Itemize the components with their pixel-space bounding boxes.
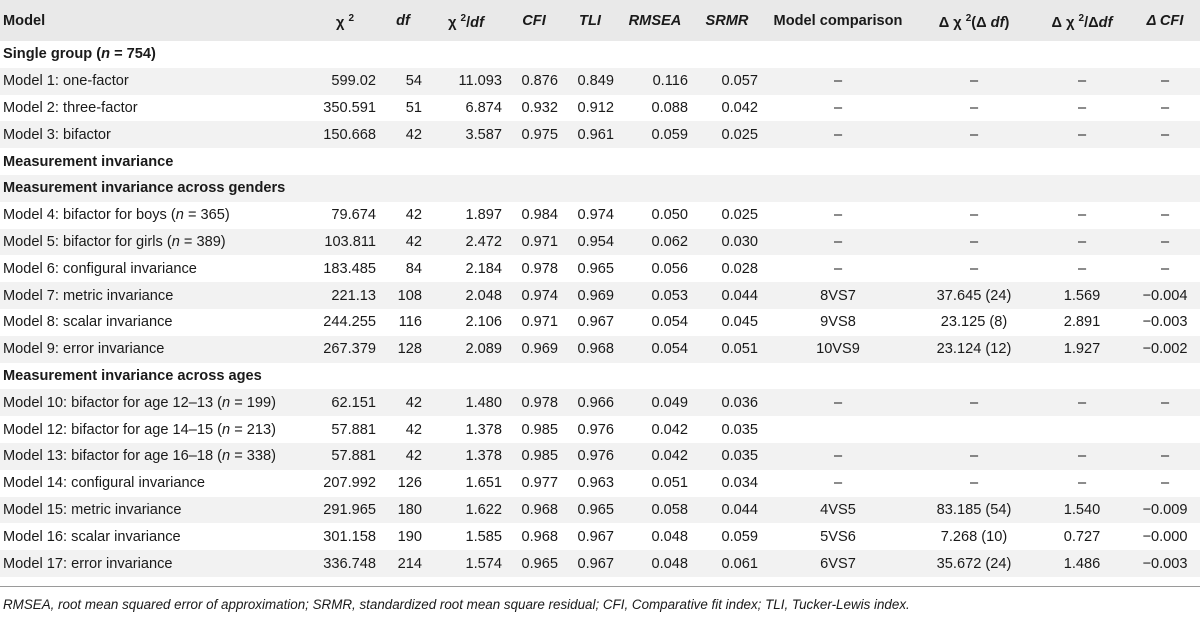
cell-df: 42: [405, 207, 422, 224]
cell-model: Model 8: scalar invariance: [3, 314, 173, 331]
cell-chi2: 207.992: [323, 475, 376, 492]
cell-cfi: 0.975: [506, 121, 562, 148]
cell-chi2-df: 2.106: [465, 314, 502, 331]
table-row: [0, 497, 1200, 524]
cell-delta-ratio: 1.486: [1034, 550, 1130, 577]
header-srmr: SRMR: [705, 12, 749, 29]
cell-tli: 0.849: [562, 68, 618, 95]
section-label: Measurement invariance across ages: [3, 367, 262, 384]
cell-chi2: 301.158: [323, 528, 376, 545]
cell-delta-chi2-df: 23.125 (8): [940, 314, 1008, 331]
header-df: df: [396, 12, 410, 29]
cell-cfi: 0.984: [521, 207, 558, 224]
cell-delta-chi2-df: 35.672 (24): [914, 550, 1034, 577]
cell-tli: 0.967: [577, 314, 614, 331]
cell-comparison: –: [762, 121, 914, 148]
header-model: Model: [3, 12, 46, 29]
cell-comparison: [762, 416, 914, 443]
cell-delta-chi2-df: 37.645 (24): [914, 282, 1034, 309]
cell-model: Model 10: bifactor for age 12–13 (n = 199): [0, 389, 310, 416]
cell-df: 51: [405, 99, 422, 116]
cell-chi2: 103.811: [310, 229, 380, 256]
cell-srmr: 0.025: [692, 121, 762, 148]
cell-tli: 0.976: [577, 421, 614, 438]
cell-tli: 0.954: [562, 229, 618, 256]
cell-cfi: 0.965: [506, 550, 562, 577]
cell-rmsea: 0.059: [618, 121, 692, 148]
cell-delta-chi2-df: –: [914, 443, 1034, 470]
header-chi2-df: χ $^2$/df: [448, 12, 484, 31]
header-tli: TLI: [579, 12, 601, 29]
cell-tli: 0.912: [577, 99, 614, 116]
cell-delta-ratio: [1034, 416, 1130, 443]
cell-chi2: 599.02: [310, 68, 380, 95]
cell-df: 84: [405, 260, 422, 277]
cell-chi2-df: 1.585: [465, 528, 502, 545]
cell-chi2-df: 1.480: [426, 389, 506, 416]
cell-df: 42: [380, 229, 426, 256]
cell-delta-cfi: −0.000: [1142, 528, 1188, 545]
cell-rmsea: 0.056: [651, 260, 688, 277]
cell-comparison: 10VS9: [762, 336, 914, 363]
cell-delta-chi2-df: –: [914, 229, 1034, 256]
cell-chi2: 267.379: [310, 336, 380, 363]
cell-srmr: 0.036: [692, 389, 762, 416]
cell-cfi: 0.974: [506, 282, 562, 309]
cell-delta-chi2-df: –: [914, 121, 1034, 148]
cell-delta-ratio: 0.727: [1063, 528, 1101, 545]
cell-delta-cfi: −0.009: [1130, 497, 1200, 524]
cell-srmr: 0.028: [721, 260, 758, 277]
cell-delta-chi2-df: 7.268 (10): [940, 528, 1008, 545]
cell-model: Model 16: scalar invariance: [3, 528, 181, 545]
table-body: [0, 41, 1200, 577]
cell-comparison: –: [762, 443, 914, 470]
cell-df: 214: [380, 550, 426, 577]
cell-cfi: 0.971: [506, 229, 562, 256]
cell-tli: 0.976: [562, 443, 618, 470]
cell-delta-ratio: 1.569: [1034, 282, 1130, 309]
cell-chi2-df: 2.048: [426, 282, 506, 309]
table-row: [0, 255, 1200, 282]
header-delta-cfi: Δ CFI: [1146, 12, 1184, 29]
cell-model: Model 7: metric invariance: [0, 282, 310, 309]
header-cfi: CFI: [522, 12, 546, 29]
cell-delta-ratio: –: [1034, 443, 1130, 470]
cell-delta-ratio: –: [1034, 229, 1130, 256]
cell-delta-cfi: −0.004: [1130, 282, 1200, 309]
cell-rmsea: 0.088: [651, 99, 688, 116]
cell-delta-cfi: –: [1130, 389, 1200, 416]
header-row: [0, 0, 1200, 41]
cell-df: 128: [380, 336, 426, 363]
cell-delta-ratio: 1.927: [1034, 336, 1130, 363]
cell-df: 42: [380, 443, 426, 470]
cell-delta-cfi: –: [1160, 99, 1170, 116]
table-row: [0, 309, 1200, 336]
cell-srmr: 0.059: [721, 528, 758, 545]
cell-chi2-df: 11.093: [426, 68, 506, 95]
cell-chi2: 57.881: [310, 443, 380, 470]
cell-srmr: 0.034: [721, 475, 758, 492]
cell-rmsea: 0.058: [618, 497, 692, 524]
cell-delta-cfi: –: [1130, 443, 1200, 470]
section-label: Measurement invariance: [3, 153, 174, 170]
cell-cfi: 0.978: [521, 260, 558, 277]
table-row: [0, 95, 1200, 122]
cell-chi2-df: 1.574: [426, 550, 506, 577]
cell-delta-cfi: −0.003: [1142, 314, 1188, 331]
cell-df: 42: [380, 389, 426, 416]
cell-tli: 0.965: [562, 497, 618, 524]
cell-df: 116: [398, 314, 422, 331]
cell-model: Model 1: one-factor: [0, 68, 310, 95]
cell-srmr: 0.061: [692, 550, 762, 577]
section-row: [0, 41, 1200, 68]
footnote-divider: [0, 586, 1200, 587]
cell-rmsea: 0.048: [618, 550, 692, 577]
cell-tli: 0.961: [562, 121, 618, 148]
cell-rmsea: 0.042: [651, 421, 688, 438]
table-row: [0, 282, 1200, 309]
cell-df: 190: [397, 528, 422, 545]
cell-comparison: –: [762, 389, 914, 416]
cell-comparison: 6VS7: [762, 550, 914, 577]
cell-delta-ratio: 2.891: [1063, 314, 1101, 331]
cell-model: Model 12: bifactor for age 14–15 (n = 213): [3, 421, 277, 438]
cell-delta-cfi: −0.003: [1130, 550, 1200, 577]
cell-chi2-df: 1.378: [426, 443, 506, 470]
cell-chi2: 79.674: [331, 207, 376, 224]
cell-srmr: 0.030: [692, 229, 762, 256]
cell-comparison: –: [833, 260, 843, 277]
cell-tli: 0.968: [562, 336, 618, 363]
cell-chi2-df: 3.587: [426, 121, 506, 148]
cell-cfi: 0.969: [506, 336, 562, 363]
table-row: [0, 389, 1200, 416]
cell-model: Model 15: metric invariance: [0, 497, 310, 524]
cell-comparison: –: [833, 99, 843, 116]
cell-delta-ratio: –: [1034, 389, 1130, 416]
cell-chi2: 150.668: [310, 121, 380, 148]
cell-delta-cfi: –: [1160, 475, 1170, 492]
cell-rmsea: 0.053: [618, 282, 692, 309]
cell-comparison: –: [762, 68, 914, 95]
cell-rmsea: 0.054: [618, 336, 692, 363]
cell-tli: 0.966: [562, 389, 618, 416]
section-row: [0, 363, 1200, 390]
cell-model: Model 3: bifactor: [0, 121, 310, 148]
cell-chi2: 291.965: [310, 497, 380, 524]
cell-chi2-df: 1.378: [465, 421, 502, 438]
header-delta-ratio: Δ χ $^2$/Δdf: [1051, 12, 1113, 31]
cell-srmr: 0.035: [692, 443, 762, 470]
cell-model: Model 4: bifactor for boys (n = 365): [3, 207, 230, 224]
table-row: [0, 202, 1200, 229]
cell-chi2-df: 1.622: [426, 497, 506, 524]
cell-delta-ratio: –: [1077, 99, 1087, 116]
cell-rmsea: 0.050: [651, 207, 688, 224]
cell-chi2: 221.13: [310, 282, 380, 309]
cell-model: Model 5: bifactor for girls (n = 389): [0, 229, 310, 256]
cell-delta-chi2-df: –: [914, 389, 1034, 416]
cell-delta-cfi: –: [1160, 260, 1170, 277]
table-row: [0, 229, 1200, 256]
cell-chi2: 183.485: [323, 260, 376, 277]
cell-comparison: –: [833, 475, 843, 492]
cell-delta-ratio: –: [1034, 68, 1130, 95]
cell-chi2: 244.255: [323, 314, 376, 331]
cell-rmsea: 0.054: [651, 314, 688, 331]
cell-delta-ratio: –: [1034, 121, 1130, 148]
cell-model: Model 2: three-factor: [3, 99, 138, 116]
header-rmsea: RMSEA: [628, 12, 682, 29]
cell-srmr: 0.044: [692, 497, 762, 524]
section-row: [0, 175, 1200, 202]
header-chi2: χ $^2$: [335, 12, 355, 31]
cell-rmsea: 0.048: [651, 528, 688, 545]
section-row: [0, 148, 1200, 175]
cell-df: 42: [405, 421, 422, 438]
section-label: Measurement invariance across genders: [0, 175, 1200, 202]
cell-srmr: 0.042: [721, 99, 758, 116]
section-label: Single group (n = 754): [3, 46, 156, 63]
cell-delta-chi2-df: 83.185 (54): [914, 497, 1034, 524]
cell-chi2-df: 2.089: [426, 336, 506, 363]
cell-tli: 0.963: [577, 475, 614, 492]
table-row: [0, 443, 1200, 470]
cell-cfi: 0.876: [506, 68, 562, 95]
cell-chi2-df: 2.184: [465, 260, 502, 277]
table-row: [0, 121, 1200, 148]
cell-rmsea: 0.042: [618, 443, 692, 470]
cell-srmr: 0.035: [721, 421, 758, 438]
cell-chi2-df: 2.472: [426, 229, 506, 256]
cell-model: Model 13: bifactor for age 16–18 (n = 338): [0, 443, 310, 470]
cell-cfi: 0.968: [506, 497, 562, 524]
cell-delta-chi2-df: 23.124 (12): [914, 336, 1034, 363]
cell-model: Model 17: error invariance: [0, 550, 310, 577]
cell-df: 54: [380, 68, 426, 95]
cell-comparison: –: [833, 207, 843, 224]
cell-rmsea: 0.062: [618, 229, 692, 256]
header-comparison: Model comparison: [773, 12, 903, 29]
cell-chi2-df: 6.874: [465, 99, 502, 116]
cell-delta-chi2-df: –: [969, 207, 979, 224]
cell-cfi: 0.968: [521, 528, 558, 545]
cell-chi2: 336.748: [310, 550, 380, 577]
cell-rmsea: 0.116: [618, 68, 692, 95]
table-row: [0, 416, 1200, 443]
cell-delta-cfi: –: [1160, 207, 1170, 224]
cell-model: Model 14: configural invariance: [3, 475, 205, 492]
cell-comparison: –: [762, 229, 914, 256]
cell-df: 126: [397, 475, 422, 492]
cell-rmsea: 0.049: [618, 389, 692, 416]
cell-chi2: 62.151: [310, 389, 380, 416]
table-row: [0, 523, 1200, 550]
table-row: [0, 470, 1200, 497]
cell-df: 42: [380, 121, 426, 148]
header-delta-chi2-df: Δ χ $^2$(Δ df): [938, 12, 1010, 31]
cell-delta-ratio: –: [1077, 475, 1087, 492]
cell-model: Model 6: configural invariance: [3, 260, 197, 277]
cell-chi2: 57.881: [331, 421, 376, 438]
cell-cfi: 0.985: [506, 443, 562, 470]
table-row: [0, 336, 1200, 363]
cell-delta-ratio: 1.540: [1034, 497, 1130, 524]
cell-delta-chi2-df: [914, 416, 1034, 443]
cell-srmr: 0.057: [692, 68, 762, 95]
cell-delta-chi2-df: –: [969, 475, 979, 492]
cell-chi2-df: 1.651: [465, 475, 502, 492]
cell-tli: 0.967: [562, 550, 618, 577]
cell-tli: 0.969: [562, 282, 618, 309]
cell-cfi: 0.978: [506, 389, 562, 416]
cell-delta-ratio: –: [1077, 260, 1087, 277]
cell-cfi: 0.932: [521, 99, 558, 116]
cell-delta-cfi: –: [1130, 121, 1200, 148]
cell-delta-cfi: −0.002: [1130, 336, 1200, 363]
cell-delta-chi2-df: –: [969, 99, 979, 116]
cell-chi2-df: 1.897: [465, 207, 502, 224]
cell-comparison: 9VS8: [820, 314, 856, 331]
cell-df: 180: [380, 497, 426, 524]
cell-chi2: 350.591: [323, 99, 376, 116]
cell-df: 108: [380, 282, 426, 309]
cell-srmr: 0.045: [721, 314, 758, 331]
cell-model: Model 9: error invariance: [0, 336, 310, 363]
cell-cfi: 0.971: [521, 314, 558, 331]
cell-srmr: 0.025: [721, 207, 758, 224]
table-footnote: RMSEA, root mean squared error of approximation; SRMR, standardized root mean square residual; CFI, Comparative fit index; TLI, Tucker-Lewis index.: [3, 597, 910, 612]
cell-srmr: 0.044: [692, 282, 762, 309]
cell-tli: 0.965: [577, 260, 614, 277]
cell-comparison: 8VS7: [762, 282, 914, 309]
cell-comparison: 5VS6: [820, 528, 856, 545]
cell-rmsea: 0.051: [651, 475, 688, 492]
cell-cfi: 0.977: [521, 475, 558, 492]
cell-srmr: 0.051: [692, 336, 762, 363]
cell-delta-chi2-df: –: [914, 68, 1034, 95]
cell-tli: 0.974: [577, 207, 614, 224]
cell-delta-ratio: –: [1077, 207, 1087, 224]
table-row: [0, 550, 1200, 577]
table-row: [0, 68, 1200, 95]
cell-tli: 0.967: [577, 528, 614, 545]
cell-cfi: 0.985: [521, 421, 558, 438]
cell-delta-cfi: –: [1130, 229, 1200, 256]
cell-comparison: 4VS5: [762, 497, 914, 524]
cell-delta-chi2-df: –: [969, 260, 979, 277]
cell-delta-cfi: –: [1130, 68, 1200, 95]
cell-delta-cfi: [1130, 416, 1200, 443]
